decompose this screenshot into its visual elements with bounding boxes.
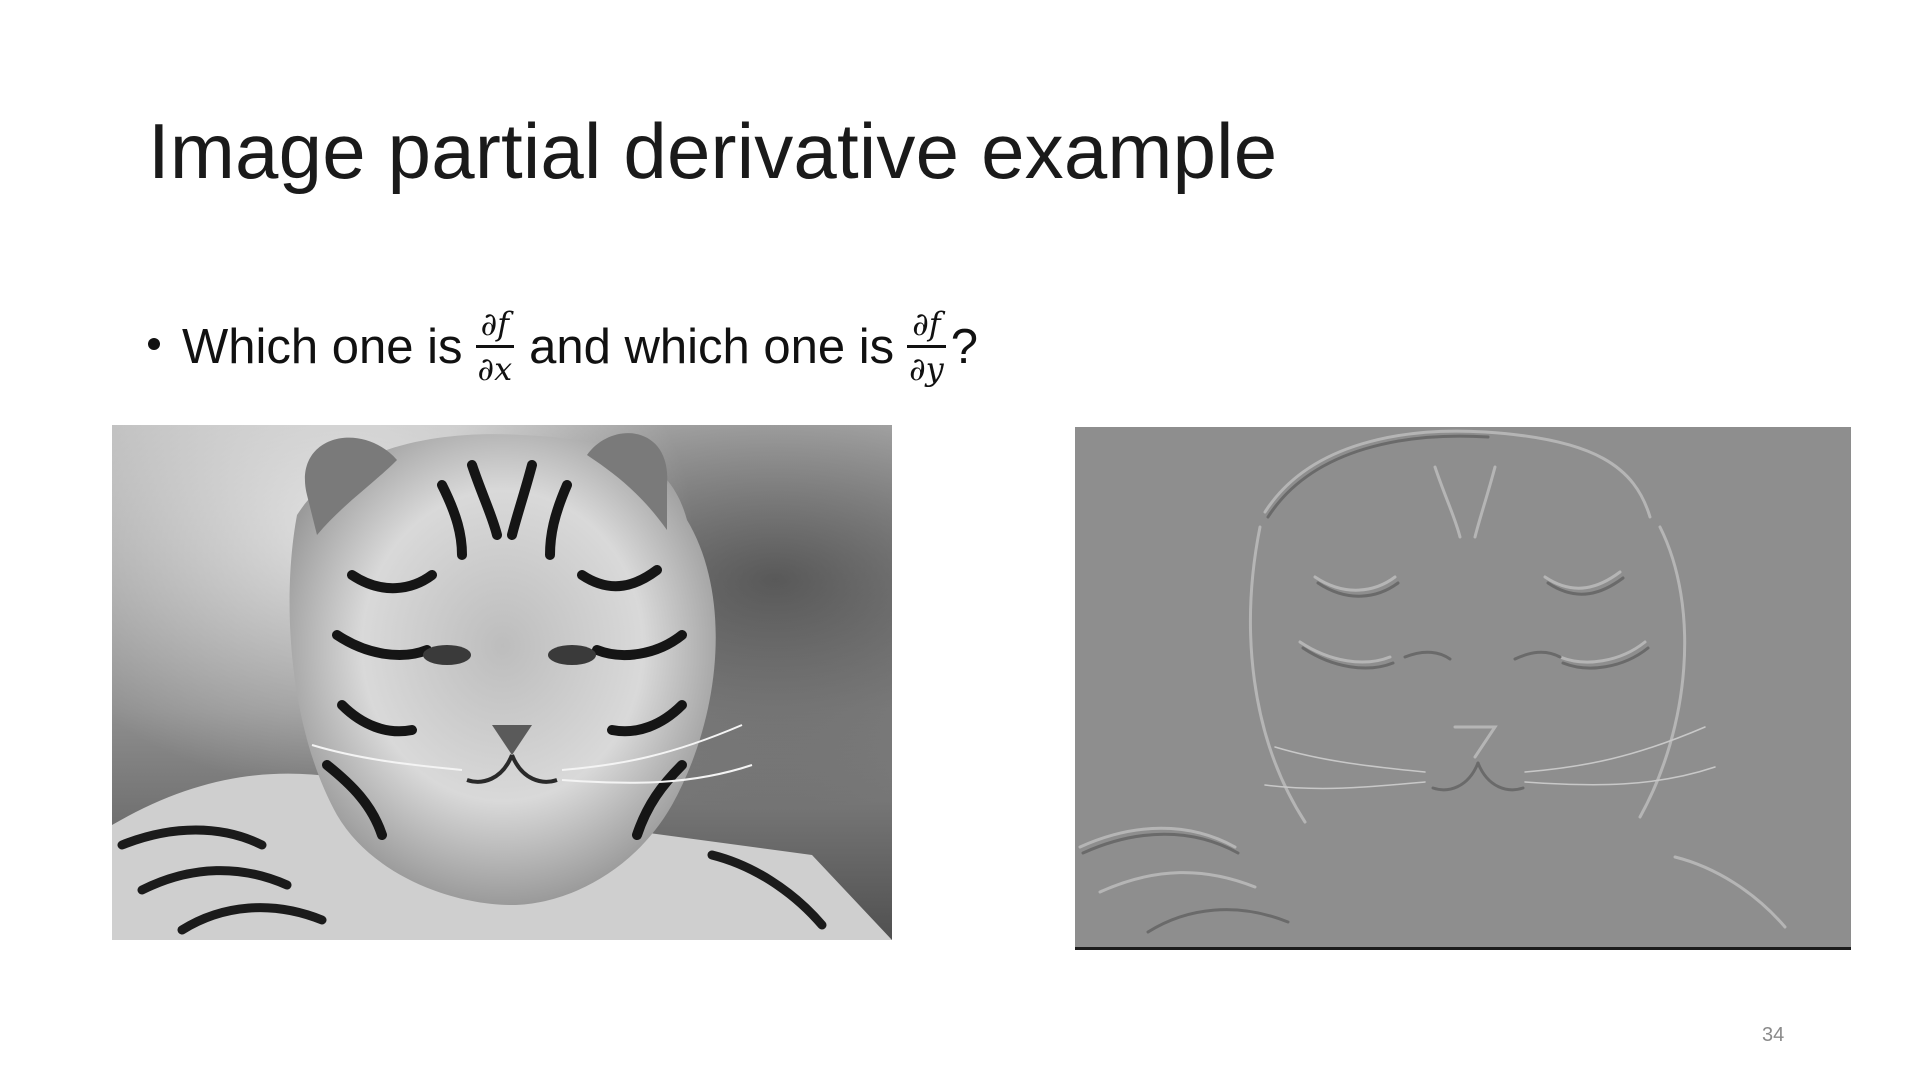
- fraction-denominator: ∂y: [909, 349, 944, 388]
- tiger-photo-drawing: [112, 425, 892, 940]
- bullet-text-middle: and which one is: [529, 320, 895, 374]
- gradient-emboss-drawing: [1075, 427, 1851, 947]
- bullet-icon: [148, 338, 160, 350]
- page-number: 34: [1762, 1024, 1785, 1046]
- fraction-denominator: ∂x: [477, 349, 513, 388]
- fraction-numerator: ∂f: [907, 307, 945, 348]
- tiger-gradient-emboss: [1075, 427, 1851, 950]
- partial-derivative-x: [473, 304, 518, 388]
- bullet-text-before: Which one is: [182, 320, 463, 374]
- tiger-photo-grayscale: [112, 425, 892, 940]
- fraction-numerator: ∂f: [476, 307, 514, 348]
- slide-title: Image partial derivative example: [148, 107, 1278, 195]
- bullet-text-after: ?: [950, 320, 979, 374]
- partial-derivative-y: [904, 304, 949, 388]
- bullet-question: [148, 292, 978, 402]
